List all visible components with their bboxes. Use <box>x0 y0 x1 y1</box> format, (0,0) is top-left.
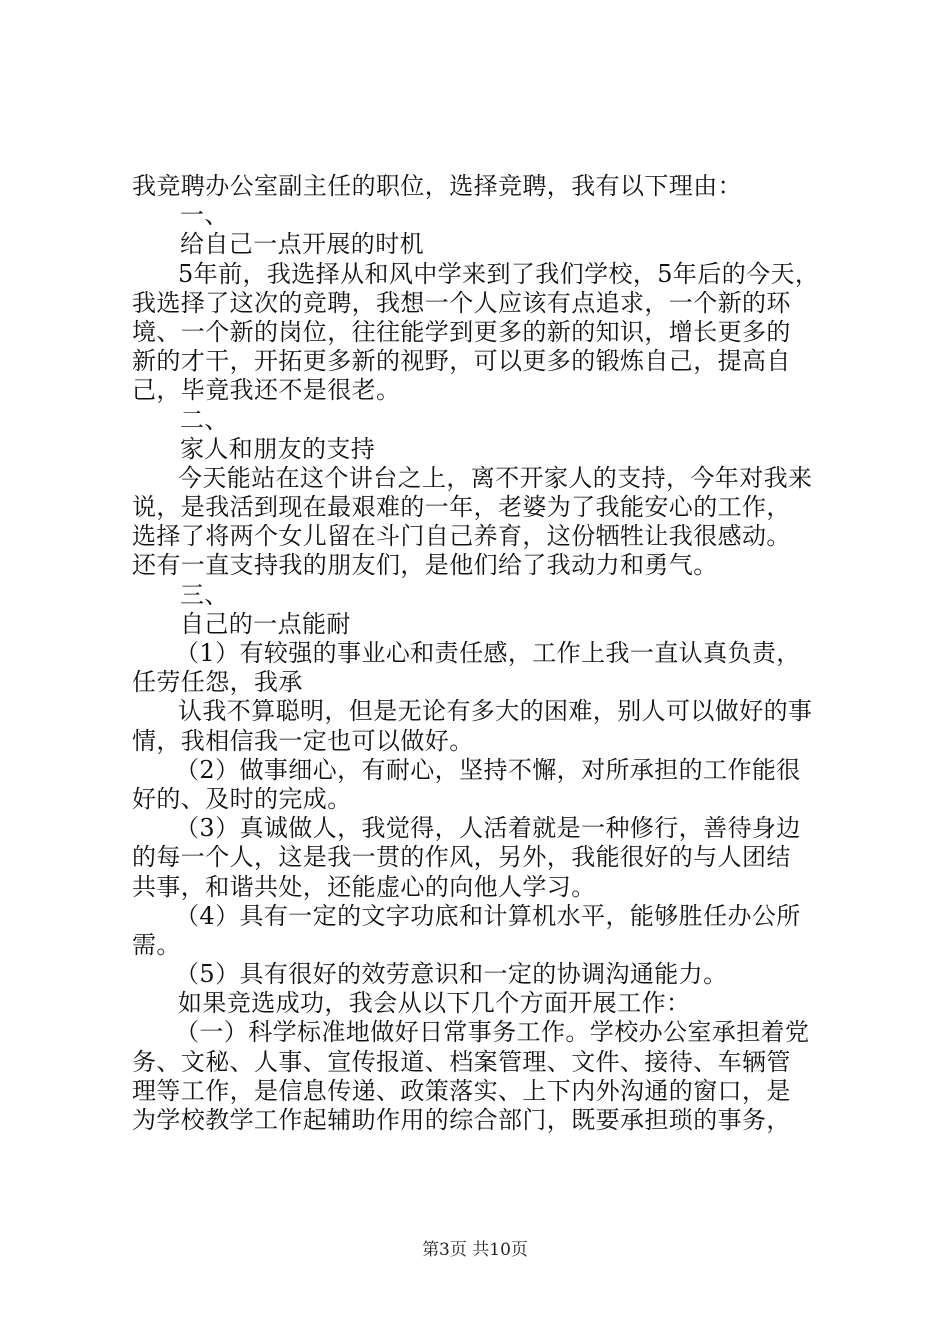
list-item-line: 需。 <box>132 930 181 959</box>
section-heading: 自己的一点能耐 <box>180 609 351 638</box>
page-footer: 第3页 共10页 <box>422 1240 528 1260</box>
list-item-line: （4）具有一定的文字功底和计算机水平，能够胜任办公所 <box>175 901 801 930</box>
section-heading: 家人和朋友的支持 <box>180 434 376 463</box>
paragraph-line: 还有一直支持我的朋友们，是他们给了我动力和勇气。 <box>132 551 718 580</box>
paragraph-line: 如果竞选成功，我会从以下几个方面开展工作： <box>178 989 691 1018</box>
paragraph-line: 理等工作，是信息传递、政策落实、上下内外沟通的窗口，是 <box>132 1076 791 1105</box>
paragraph-line: 选择了将两个女儿留在斗门自己养育，这份牺牲让我很感动。 <box>132 522 791 551</box>
list-item-line: （1）有较强的事业心和责任感，工作上我一直认真负责， <box>175 639 801 667</box>
document-body <box>132 172 837 1135</box>
list-item-line: 任劳任怨，我承 <box>132 668 303 697</box>
list-item-line: （2）做事细心，有耐心，坚持不懈，对所承担的工作能很 <box>175 755 801 784</box>
paragraph-line: 为学校教学工作起辅助作用的综合部门，既要承担琐的事务， <box>132 1106 791 1134</box>
paragraph-line: 我竞聘办公室副主任的职位，选择竞聘，我有以下理由： <box>132 172 742 200</box>
section-number: 一、 <box>180 201 229 230</box>
paragraph-line: 今天能站在这个讲台之上，离不开家人的支持，今年对我来 <box>178 463 813 492</box>
paragraph-line: 认我不算聪明，但是无论有多大的困难，别人可以做好的事 <box>178 697 813 726</box>
list-item-line: 好的、及时的完成。 <box>132 784 352 813</box>
list-item-line: 的每一个人，这是我一贯的作风，另外，我能很好的与人团结 <box>132 843 791 872</box>
paragraph-line: 境、一个新的岗位，往往能学到更多的新的知识，增长更多的 <box>132 317 791 346</box>
list-item-line: （5）具有很好的效劳意识和一定的协调沟通能力。 <box>175 960 728 989</box>
section-number: 二、 <box>180 405 229 434</box>
paragraph-line: 说，是我活到现在最艰难的一年，老婆为了我能安心的工作， <box>132 493 791 522</box>
paragraph-line: 己，毕竟我还不是很老。 <box>132 376 401 405</box>
section-heading: 给自己一点开展的时机 <box>180 230 424 259</box>
section-number: 三、 <box>180 580 229 609</box>
paragraph-line: 5年前，我选择从和风中学来到了我们学校，5年后的今天， <box>178 259 820 288</box>
paragraph-line: （一）科学标准地做好日常事务工作。学校办公室承担着党 <box>175 1018 810 1047</box>
paragraph-line: 务、文秘、人事、宣传报道、档案管理、文件、接待、车辆管 <box>132 1047 791 1076</box>
list-item-line: （3）真诚做人，我觉得，人活着就是一种修行，善待身边 <box>175 814 801 843</box>
paragraph-line: 我选择了这次的竞聘，我想一个人应该有点追求，一个新的环 <box>132 288 791 317</box>
list-item-line: 共事，和谐共处，还能虚心的向他人学习。 <box>132 872 596 901</box>
paragraph-line: 新的才干，开拓更多新的视野，可以更多的锻炼自己，提高自 <box>132 347 791 376</box>
paragraph-line: 情，我相信我一定也可以做好。 <box>132 726 474 755</box>
